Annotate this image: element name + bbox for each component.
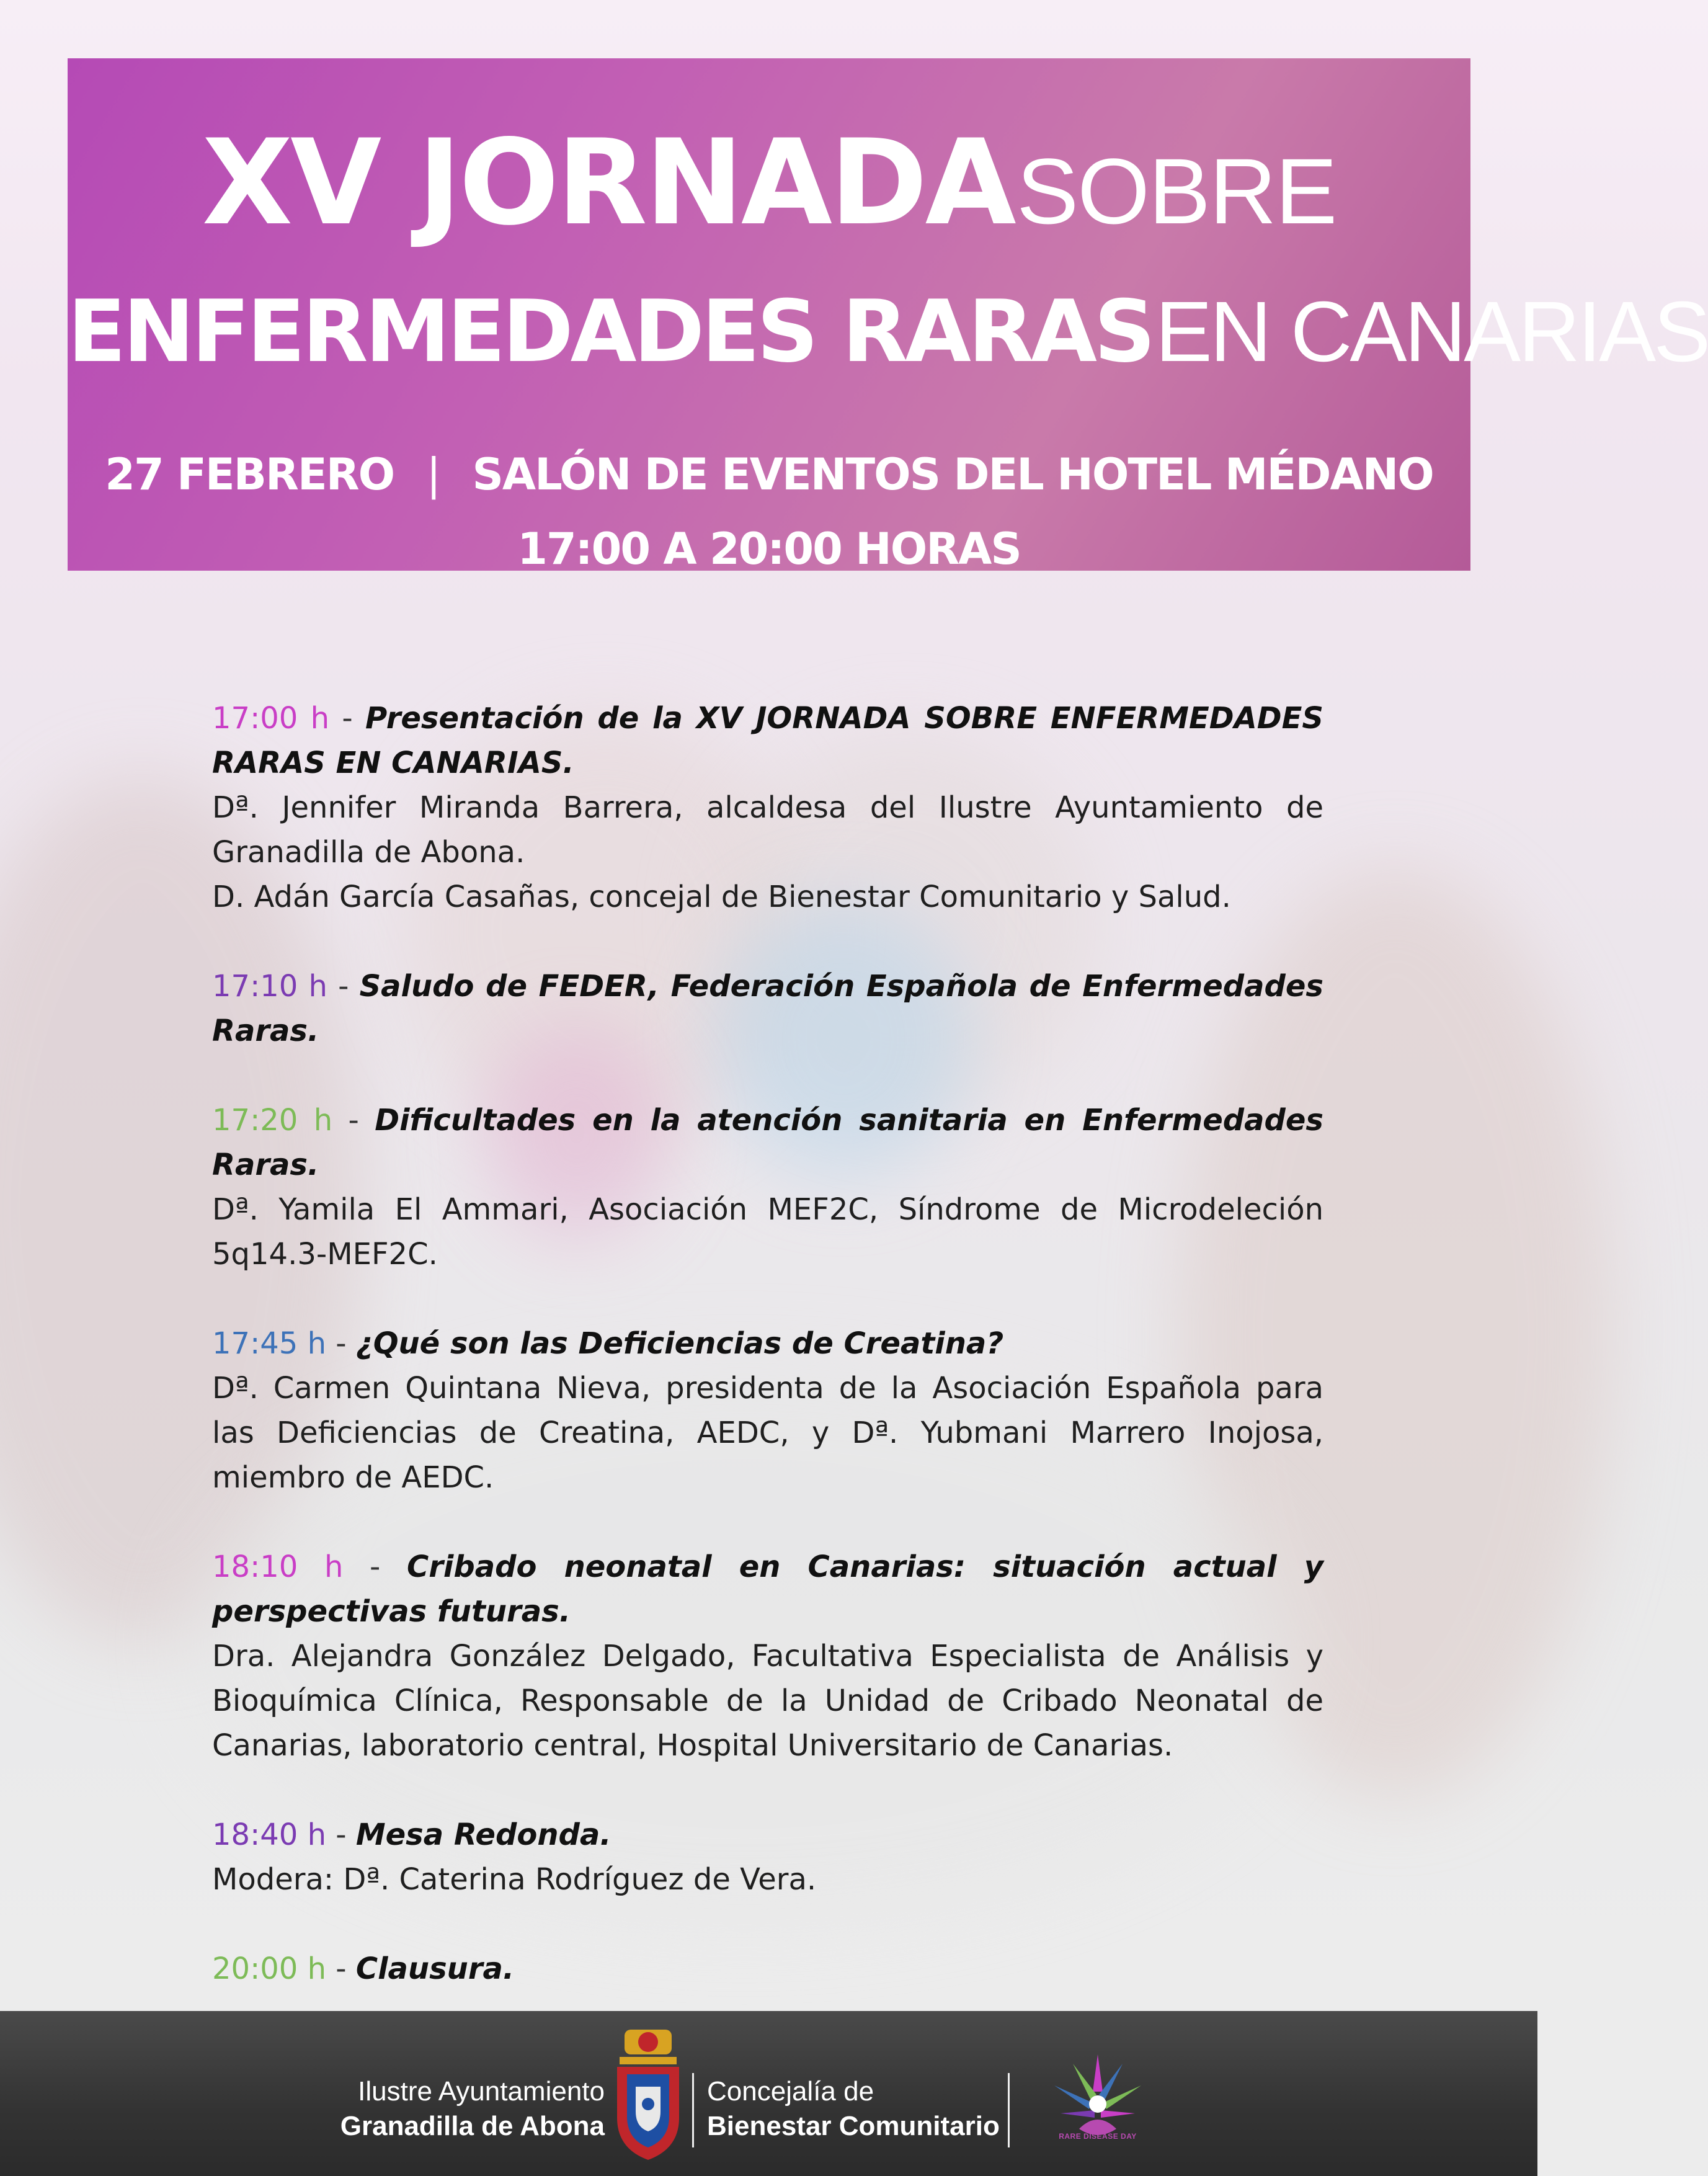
- program-item: [212, 1321, 1323, 1500]
- item-title: Dificultades en la atención sanitaria en Enfermedades Raras.: [212, 1103, 1323, 1182]
- item-time: 17:00 h: [212, 701, 330, 736]
- item-dash: -: [326, 1326, 356, 1361]
- event-date: 27 FEBRERO: [105, 449, 394, 500]
- organizer-ayuntamiento: [322, 2075, 605, 2144]
- item-time: 18:10 h: [212, 1550, 344, 1584]
- item-detail: Modera: Dª. Caterina Rodríguez de Vera.: [212, 1862, 817, 1897]
- divider: [1008, 2073, 1010, 2147]
- item-time: 17:20 h: [212, 1103, 333, 1138]
- separator: |: [426, 449, 440, 500]
- title-location: EN CANARIAS: [1155, 284, 1708, 380]
- organizer-line: Concejalía de: [707, 2076, 874, 2107]
- item-title: Clausura.: [355, 1951, 515, 1986]
- program-item: [212, 1098, 1323, 1277]
- item-detail: Dra. Alejandra González Delgado, Facultativa Especialista de Análisis y Bioquímica Clínica, Responsable de la Unidad de Cribado Neonatal de Canarias, laboratorio central, Hospital Universitario de Canarias.: [212, 1639, 1323, 1763]
- item-title: ¿Qué son las Deficiencias de Creatina?: [355, 1326, 1004, 1361]
- rare-disease-day-logo-icon: [1036, 2036, 1160, 2160]
- organizer-line: Ilustre Ayuntamiento: [358, 2076, 605, 2107]
- item-title: Presentación de la XV JORNADA SOBRE ENFERMEDADES RARAS EN CANARIAS.: [212, 701, 1323, 780]
- item-dash: -: [343, 1550, 407, 1584]
- item-dash: -: [332, 1103, 375, 1138]
- title-main: XV JORNADA: [202, 114, 1014, 251]
- item-time: 17:45 h: [212, 1326, 327, 1361]
- item-detail: D. Adán García Casañas, concejal de Bienestar Comunitario y Salud.: [212, 880, 1231, 914]
- item-detail: Dª. Jennifer Miranda Barrera, alcaldesa del Ilustre Ayuntamiento de Granadilla de Abona.: [212, 790, 1323, 870]
- item-title: Saludo de FEDER, Federación Española de Enfermedades Raras.: [212, 969, 1323, 1048]
- program-item: [212, 696, 1323, 919]
- organizer-line: Granadilla de Abona: [340, 2111, 605, 2141]
- item-dash: -: [326, 1951, 356, 1986]
- item-dash: -: [326, 1817, 356, 1852]
- program-item: [212, 1545, 1323, 1768]
- title-connector: SOBRE: [1016, 139, 1337, 243]
- event-hours: 17:00 A 20:00 HORAS: [517, 524, 1021, 574]
- item-time: 18:40 h: [212, 1817, 327, 1852]
- header-banner: [68, 58, 1708, 574]
- item-detail: Dª. Carmen Quintana Nieva, presidenta de la Asociación Española para las Deficiencias de Creatina, AEDC, y Dª. Yubmani Marrero Inojosa, miembro de AEDC.: [212, 1371, 1323, 1495]
- item-title: Cribado neonatal en Canarias: situación actual y perspectivas futuras.: [212, 1550, 1323, 1629]
- item-dash: -: [327, 969, 360, 1004]
- item-detail: Dª. Yamila El Ammari, Asociación MEF2C, Síndrome de Microdeleción 5q14.3-MEF2C.: [212, 1192, 1323, 1272]
- program-item: [212, 1946, 1323, 1991]
- title-line-2: [68, 282, 1708, 412]
- program-list: [212, 696, 1323, 2036]
- footer-bar: [0, 2011, 1537, 2176]
- item-title: Mesa Redonda.: [355, 1817, 612, 1852]
- program-item: [212, 964, 1323, 1053]
- event-venue: SALÓN DE EVENTOS DEL HOTEL MÉDANO: [472, 449, 1433, 500]
- event-date-venue: [68, 449, 1470, 500]
- organizer-concejalia: [707, 2075, 1000, 2144]
- title-line-1: [68, 114, 1470, 269]
- item-dash: -: [329, 701, 365, 736]
- item-time: 17:10 h: [212, 969, 327, 1004]
- organizer-line: Bienestar Comunitario: [707, 2111, 1000, 2141]
- divider: [692, 2073, 694, 2147]
- program-item: [212, 1813, 1323, 1902]
- coat-of-arms-icon: [611, 2025, 685, 2164]
- title-topic: ENFERMEDADES RARAS: [68, 282, 1153, 381]
- rare-disease-day-label: RARE DISEASE DAY: [1059, 2132, 1137, 2141]
- item-time: 20:00 h: [212, 1951, 327, 1986]
